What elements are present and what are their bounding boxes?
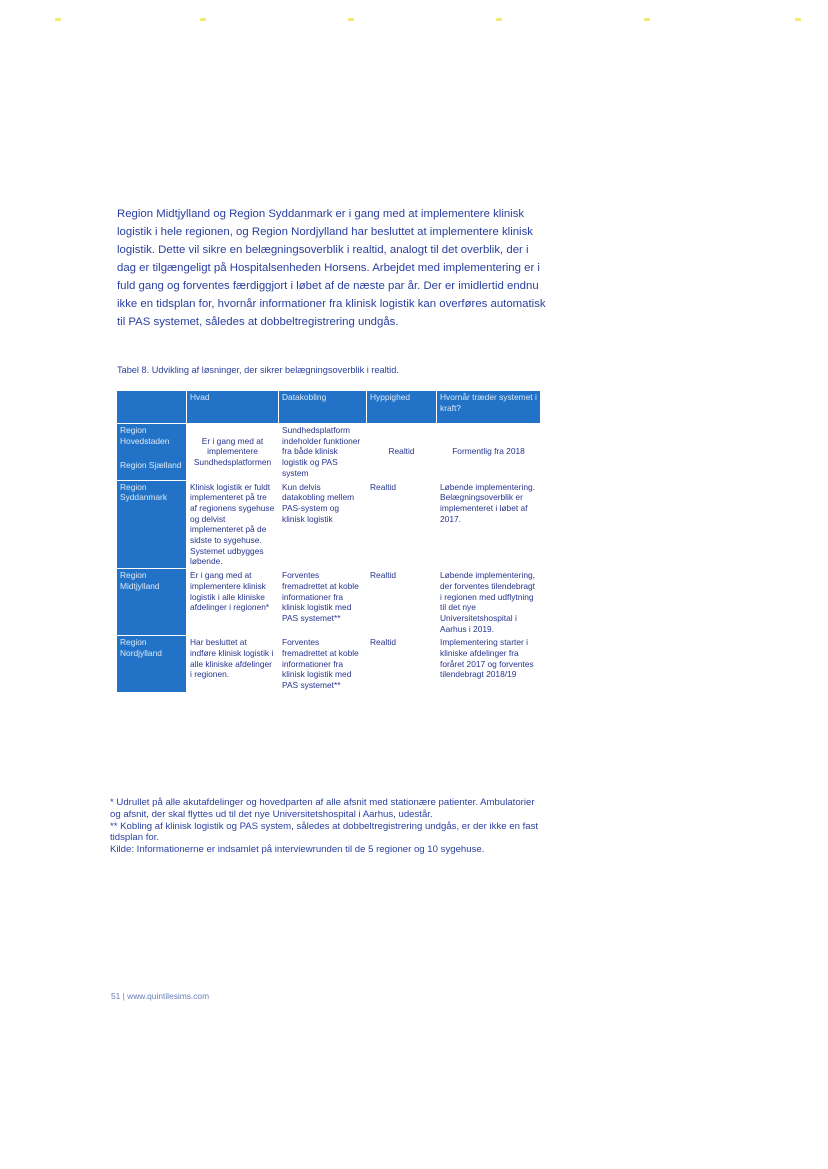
when-cell: Løbende implementering, der forventes tilendebragt i regionen med udflytning til det nye Universitetshospital i Aarhus i 2019. [437, 569, 541, 636]
region-cell: Region Midtjylland [117, 569, 187, 636]
body-paragraph: Region Midtjylland og Region Syddanmark er i gang med at implementere klinisk logistik i hele regionen, og Region Nordjylland har besluttet at implementere klinisk logistik. Dette vil sikre en belægningsoverblik i realtid, analogt til det overblik, der i dag er tilgængeligt på Hospitalsenheden Horsens. Arbejdet med implementering er i fuld gang og forventes færdiggjort i løbet af de næste par år. Der er imidlertid endnu ikke en tidsplan for, hvornår informationer fra klinisk logistik kan overføres automatisk til PAS systemet, således at dobbeltregistrering undgås. [117, 208, 546, 328]
table-row [117, 569, 541, 636]
table-row [117, 480, 541, 569]
what-cell: Er i gang med at implementere Sundhedsplatformen [187, 424, 279, 481]
data-cell: Kun delvis datakobling mellem PAS-system og klinisk logistik [279, 480, 367, 569]
scan-marks [0, 18, 828, 24]
frequency-cell: Realtid [367, 569, 437, 636]
data-cell: Forventes fremadrettet at koble informationer fra klinisk logistik med PAS systemet** [279, 636, 367, 693]
table-row [117, 636, 541, 693]
data-cell: Sundhedsplatform indeholder funktioner fra både klinisk logistik og PAS system [279, 424, 367, 481]
region-name: Region Hovedstaden [120, 425, 170, 446]
region-cell: Region Syddanmark [117, 480, 187, 569]
when-cell: Implementering starter i kliniske afdelinger fra foråret 2017 og forventes tilendebragt 2018/19 [437, 636, 541, 693]
frequency-cell: Realtid [367, 636, 437, 693]
region-name: Region Sjælland [120, 460, 182, 471]
what-cell: Har besluttet at indføre klinisk logistik i alle kliniske afdelinger i regionen. [187, 636, 279, 693]
when-cell: Formentlig fra 2018 [437, 424, 541, 481]
realtime-overview-table [116, 390, 541, 693]
table-row [117, 424, 541, 481]
source-note: Kilde: Informationerne er indsamlet på interviewrunden til de 5 regioner og 10 sygehuse. [110, 844, 485, 856]
table-header-row [117, 391, 541, 424]
what-cell: Klinisk logistik er fuldt implementeret på tre af regionens sygehuse og delvist implementeret på de sidste to sygehuse. Systemet udbygges løbende. [187, 480, 279, 569]
footnote-1: * Udrullet på alle akutafdelinger og hovedparten af alle afsnit med stationære patienter. Ambulatorier og afsnit, der skal flyttes ud til det nye Universitetshospital i Aarhus, udestår. [110, 797, 535, 820]
header-what: Hvad [187, 391, 279, 424]
region-cell [117, 424, 187, 481]
page-footer: 51 | www.quintilesims.com [111, 991, 210, 1001]
frequency-cell: Realtid [367, 424, 437, 481]
header-when: Hvornår træder systemet i kraft? [437, 391, 541, 424]
header-frequency: Hyppighed [367, 391, 437, 424]
table-caption: Tabel 8. Udvikling af løsninger, der sikrer belægningsoverblik i realtid. [117, 365, 399, 375]
footnote-2: ** Kobling af klinisk logistik og PAS system, således at dobbeltregistrering undgås, er der ikke en fast tidsplan for. [110, 820, 539, 844]
what-cell: Er i gang med at implementere klinisk logistik i alle kliniske afdelinger i regionen* [187, 569, 279, 636]
frequency-cell: Realtid [367, 480, 437, 569]
table-notes [110, 797, 540, 856]
data-cell: Forventes fremadrettet at koble informationer fra klinisk logistik med PAS systemet** [279, 569, 367, 636]
header-data: Datakobling [279, 391, 367, 424]
region-cell: Region Nordjylland [117, 636, 187, 693]
when-cell: Løbende implementering. Belægningsoverblik er implementeret i løbet af 2017. [437, 480, 541, 569]
header-blank [117, 391, 187, 424]
body-paragraph-block [117, 205, 547, 331]
